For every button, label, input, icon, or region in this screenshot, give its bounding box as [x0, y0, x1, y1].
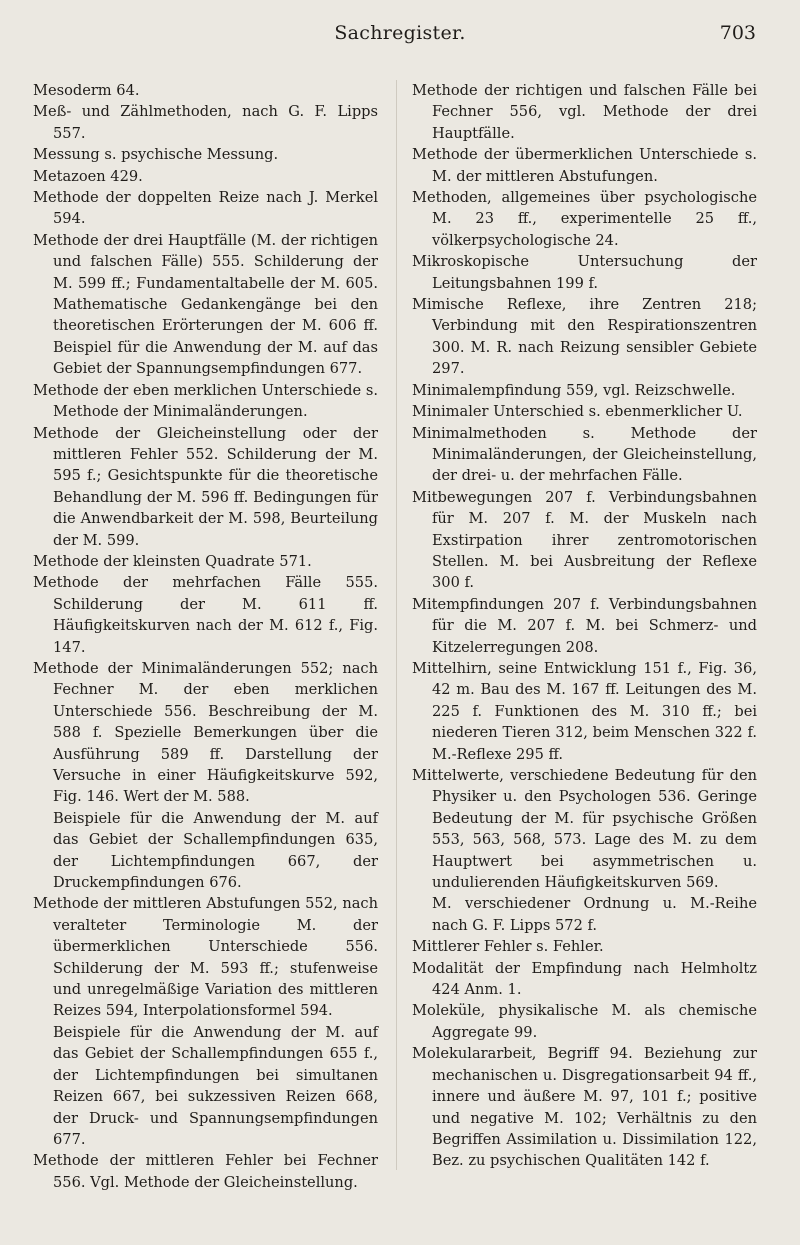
page-number: 703: [719, 22, 756, 44]
index-entry: Methode der mittleren Abstufungen 552, nach veralteter Terminologie M. der übermerklichen Unterschiede 556. Schilderung der M. 593 ff.; stufenweise und unregelmäßige Variation des mittleren Reizes 594, Interpolationsformel 594.: [33, 895, 378, 1020]
index-entry: Meß- und Zählmethoden, nach G. F. Lipps 557.: [33, 103, 378, 142]
index-entry: Methode der kleinsten Quadrate 571.: [33, 552, 312, 570]
index-entry: Methode der mehrfachen Fälle 555. Schilderung der M. 611 ff. Häufigkeitskurven nach der M. 612 f., Fig. 147.: [33, 574, 378, 656]
index-entry: Mittlerer Fehler s. Fehler.: [412, 938, 604, 956]
index-column-left: [33, 80, 378, 1193]
index-entry: Minimalempfindung 559, vgl. Reizschwelle.: [412, 381, 736, 399]
index-entry: Mitempfindungen 207 f. Verbindungsbahnen für die M. 207 f. M. bei Schmerz- und Kitzelerregungen 208.: [412, 595, 757, 656]
index-entry: Mittelhirn, seine Entwicklung 151 f., Fig. 36, 42 m. Bau des M. 167 ff. Leitungen des M. 225 f. Funktionen des M. 310 ff.; bei niederen Tieren 312, beim Menschen 322 f. M.-Reflexe 295 ff.: [412, 659, 757, 763]
running-title: Sachregister.: [334, 22, 466, 44]
index-entry: Minimalmethoden s. Methode der Minimaländerungen, der Gleicheinstellung, der drei- u. der mehrfachen Fälle.: [412, 424, 757, 485]
index-entry: Methode der Gleicheinstellung oder der mittleren Fehler 552. Schilderung der M. 595 f.; Gesichtspunkte für die theoretische Behandlung der M. 596 ff. Bedingungen für die Anwendbarkeit der M. 598, Beurteilung der M. 599.: [33, 424, 378, 549]
index-subentry: M. verschiedener Ordnung u. M.-Reihe nach G. F. Lipps 572 f.: [432, 895, 757, 934]
index-entry: Minimaler Unterschied s. ebenmerklicher U.: [412, 403, 743, 421]
column-divider: [396, 80, 397, 1170]
index-entry: Methode der doppelten Reize nach J. Merkel 594.: [33, 189, 378, 228]
index-entry: Methode der richtigen und falschen Fälle bei Fechner 556, vgl. Methode der drei Hauptfälle.: [412, 82, 757, 142]
index-entry: Mitbewegungen 207 f. Verbindungsbahnen für M. 207 f. M. der Muskeln nach Exstirpation ihrer zentromotorischen Stellen. M. bei Ausbreitung der Reflexe 300 f.: [412, 488, 757, 592]
index-entry: Methode der Minimaländerungen 552; nach Fechner M. der eben merklichen Unterschiede 556. Beschreibung der M. 588 f. Spezielle Bemerkungen über die Ausführung 589 ff. Darstellung der Versuche in einer Häufigkeitskurve 592, Fig. 146. Wert der M. 588.: [33, 659, 378, 806]
index-entry: Methoden, allgemeines über psychologische M. 23 ff., experimentelle 25 ff., völkerpsychologische 24.: [412, 189, 757, 249]
index-entry: Mesoderm 64.: [33, 82, 140, 99]
index-entry: Metazoen 429.: [33, 167, 143, 185]
index-entry: Moleküle, physikalische M. als chemische Aggregate 99.: [412, 1002, 757, 1041]
index-entry: Modalität der Empfindung nach Helmholtz 424 Anm. 1.: [412, 959, 757, 999]
index-entry: Mikroskopische Untersuchung der Leitungsbahnen 199 f.: [412, 253, 757, 292]
index-entry: Methode der mittleren Fehler bei Fechner 556. Vgl. Methode der Gleicheinstellung.: [33, 1152, 378, 1191]
index-subentry: Beispiele für die Anwendung der M. auf das Gebiet der Schallempfindungen 635, der Lichtempfindungen 667, der Druckempfindungen 676.: [53, 809, 378, 892]
index-entry: Mimische Reflexe, ihre Zentren 218; Verbindung mit den Respirationszentren 300. M. R. nach Reizung sensibler Gebiete 297.: [412, 296, 757, 378]
index-entry: Molekulararbeit, Begriff 94. Beziehung zur mechanischen u. Disgregationsarbeit 94 ff., innere und äußere M. 97, 101 f.; positive und negative M. 102; Verhältnis zu den Begriffen Assimilation u. Dissimilation 122, Bez. zu psychischen Qualitäten 142 f.: [412, 1045, 757, 1170]
index-column-right: [412, 80, 757, 1172]
index-entry: Mittelwerte, verschiedene Bedeutung für den Physiker u. den Psychologen 536. Geringe Bedeutung der M. für psychische Größen 553, 563, 568, 573. Lage des M. zu dem Hauptwert bei asymmetrischen u. undulierenden Häufigkeitskurven 569.: [412, 767, 757, 892]
index-entry: Messung s. psychische Messung.: [33, 146, 279, 164]
index-subentry: Beispiele für die Anwendung der M. auf das Gebiet der Schallempfindungen 655 f., der Lichtempfindungen bei simultanen Reizen 667, bei sukzessiven Reizen 668, der Druck- und Spannungsempfindungen 677.: [53, 1023, 378, 1148]
index-entry: Methode der drei Hauptfälle (M. der richtigen und falschen Fälle) 555. Schilderung der M. 599 ff.; Fundamentaltabelle der M. 605. Mathematische Gedankengänge bei den theoretischen Erörterungen der M. 606 ff. Beispiel für die Anwendung der M. auf das Gebiet der Spannungsempfindungen 677.: [33, 231, 378, 378]
index-entry: Methode der übermerklichen Unterschiede s. M. der mittleren Abstufungen.: [412, 146, 757, 185]
index-entry: Methode der eben merklichen Unterschiede s. Methode der Minimaländerungen.: [33, 381, 378, 421]
